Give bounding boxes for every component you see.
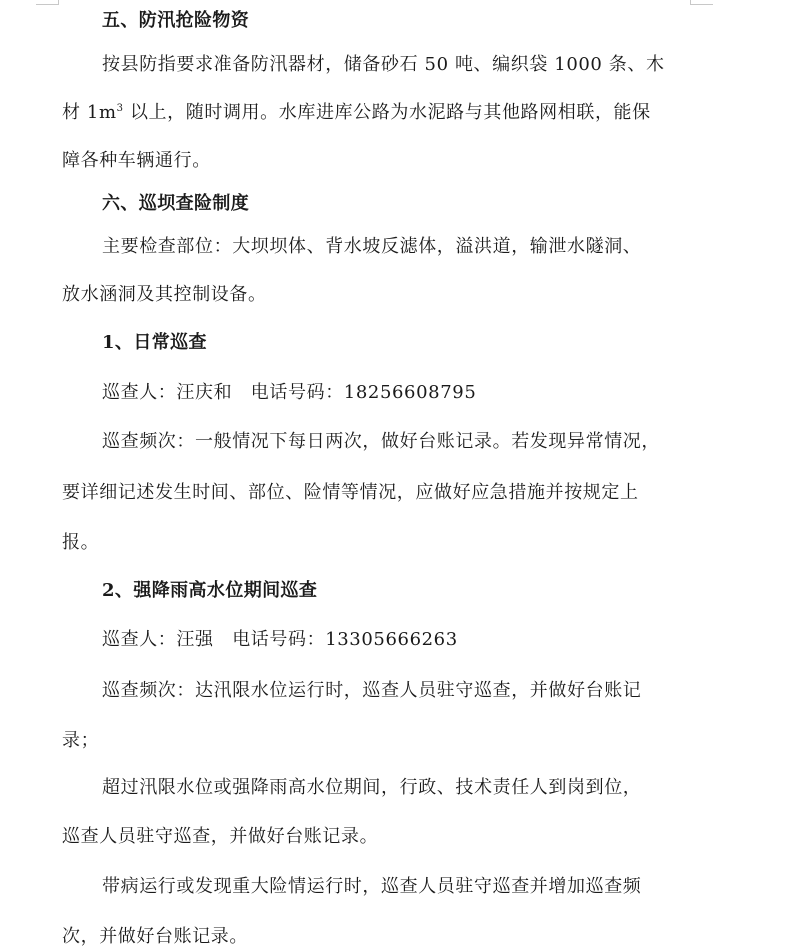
- paragraph-line: 按县防指要求准备防汛器材，储备砂石 50 吨、编织袋 1000 条、木: [102, 54, 665, 75]
- paragraph-line: 录；: [62, 730, 100, 751]
- paragraph-line: 报。: [62, 532, 100, 553]
- page-corner-mark-left: [36, 0, 59, 5]
- paragraph-line: 带病运行或发现重大险情运行时，巡查人员驻守巡查并增加巡查频: [102, 876, 642, 897]
- subsection-heading-daily: 1、日常巡查: [102, 332, 207, 353]
- paragraph-text: 以上，随时调用。水库进库公路为水泥路与其他路网相联，能保: [123, 102, 651, 123]
- inspector-line: 巡查人：汪庆和 电话号码：18256608795: [102, 382, 477, 403]
- subsection-heading-heavy-rain: 2、强降雨高水位期间巡查: [102, 580, 318, 601]
- paragraph-line: 巡查频次：一般情况下每日两次，做好台账记录。若发现异常情况，: [102, 431, 660, 452]
- paragraph-line: 巡查人员驻守巡查，并做好台账记录。: [62, 826, 379, 847]
- paragraph-line: 障各种车辆通行。: [62, 150, 211, 171]
- section-heading-flood-materials: 五、防汛抢险物资: [102, 10, 250, 31]
- page-corner-mark-right: [690, 0, 713, 5]
- paragraph-line: 主要检查部位：大坝坝体、背水坡反滤体，溢洪道，输泄水隧洞、: [102, 236, 642, 257]
- inspector-line: 巡查人：汪强 电话号码：13305666263: [102, 629, 458, 650]
- section-heading-inspection: 六、巡坝查险制度: [102, 193, 250, 214]
- paragraph-line: 要详细记述发生时间、部位、险情等情况，应做好应急措施并按规定上: [62, 482, 639, 503]
- paragraph-line: 巡查频次：达汛限水位运行时，巡查人员驻守巡查，并做好台账记: [102, 680, 642, 701]
- paragraph-line: 超过汛限水位或强降雨高水位期间，行政、技术责任人到岗到位，: [102, 777, 642, 798]
- superscript: 3: [116, 103, 124, 114]
- paragraph-text: 材 1m: [62, 102, 117, 123]
- paragraph-line: 放水涵洞及其控制设备。: [62, 284, 267, 305]
- paragraph-line: 次，并做好台账记录。: [62, 926, 248, 947]
- paragraph-line: [62, 101, 651, 125]
